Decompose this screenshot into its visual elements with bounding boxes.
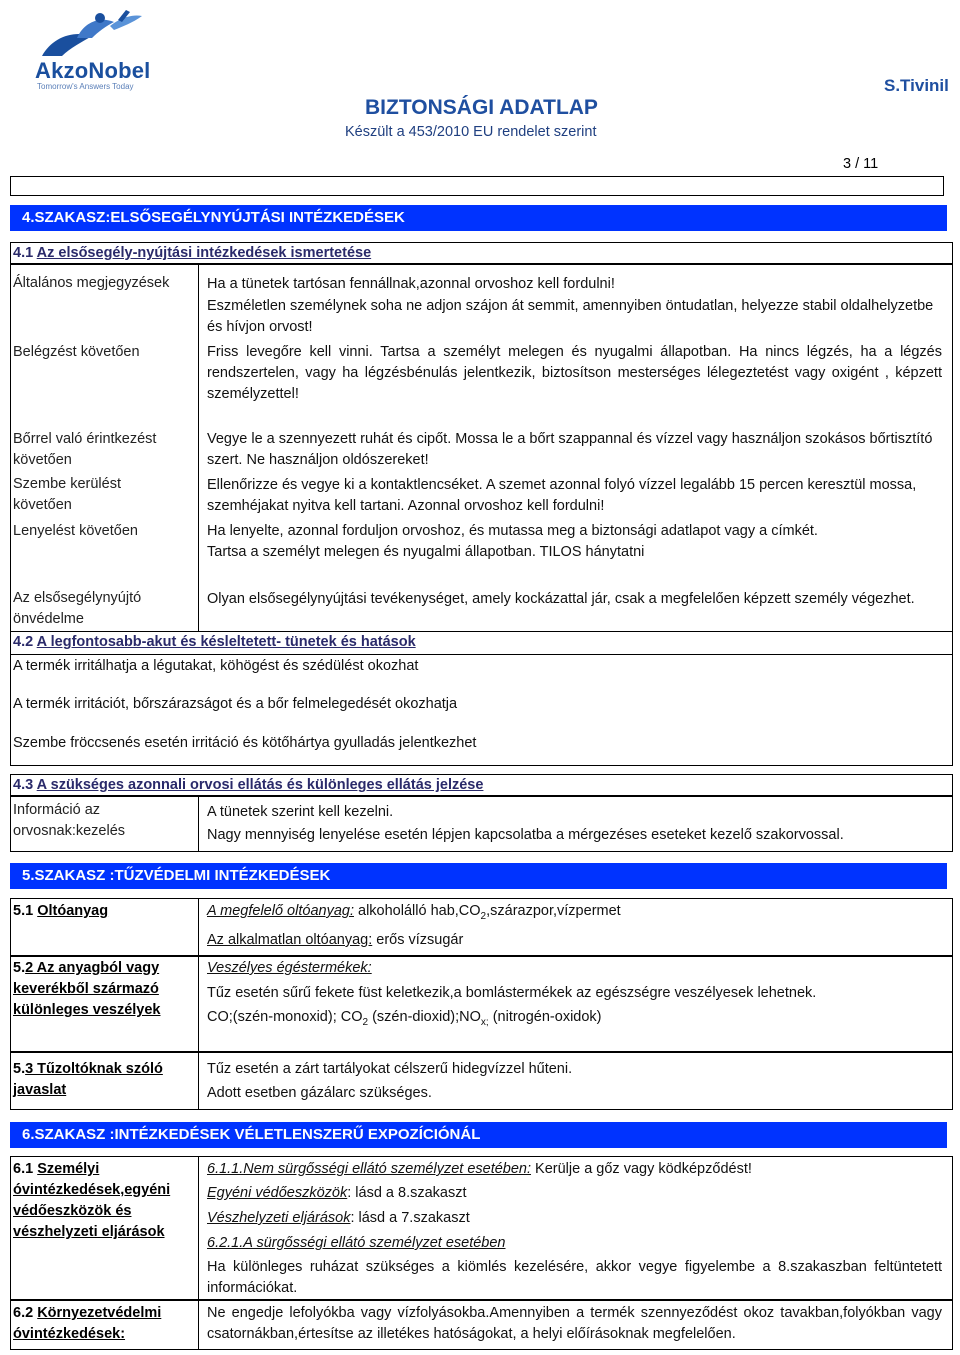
extinguishing-divider: [198, 898, 199, 956]
symptom-eye: Szembe fröccsenés esetén irritáció és kötőhártya gyulladás jelentkezhet: [13, 735, 477, 751]
subsection-5-1-number: 5.1: [13, 903, 34, 919]
symptom-skin: A termék irritációt, bőrszárazságot és a bőr felmelegedését okozhatja: [13, 696, 458, 712]
general-notes-label: Általános megjegyzések: [13, 275, 170, 291]
emergency-procedures-line: [207, 1208, 942, 1229]
subsection-5-2-number: 5.: [13, 960, 26, 976]
subsection-4-1-title: Az elsősegély-nyújtási intézkedések ismertetése: [36, 245, 372, 261]
combustion-products-label: Veszélyes égéstermékek:: [207, 960, 372, 976]
unsuitable-media-label: Az alkalmatlan oltóanyag:: [207, 932, 373, 948]
ppe-text: : lásd a 8.szakaszt: [347, 1185, 467, 1201]
ppe-line: [207, 1183, 942, 1204]
subsection-4-1-number: 4.1: [13, 245, 34, 261]
suitable-media-text-a: alkoholálló hab,CO: [358, 903, 481, 919]
subsection-6-1-title: Személyi óvintézkedések,egyéni védőeszközök és vészhelyzeti eljárások: [13, 1161, 171, 1240]
logo-text: AkzoNobel: [35, 58, 151, 83]
general-notes-text-1: Ha a tünetek tartósan fennállnak,azonnal orvoshoz kell fordulni!: [207, 276, 615, 292]
suitable-media-sub: 2: [480, 910, 487, 922]
special-hazards-divider: [198, 956, 199, 1052]
subsection-5-2-heading: [13, 958, 188, 1021]
subsection-4-3-heading: [10, 774, 953, 796]
subsection-4-2-number: 4.2: [13, 634, 34, 650]
gas-co: CO;(szén-monoxid); CO: [207, 1009, 363, 1025]
inhalation-text: Friss levegőre kell vinni. Tartsa a személyt melegen és nyugalmi állapotban. Ha nincs légzés, ha a légzés rendszertelen, vagy ha légzésbénulás jelentkezik, biztosítson mesterséges lélegeztetést vagy oxigént , képzett személyzettel!: [207, 344, 942, 402]
personal-precautions-divider: [198, 1156, 199, 1300]
firefighter-advice-2: Adott esetben gázálarc szükséges.: [207, 1085, 432, 1101]
combustion-gases-line: [207, 1007, 942, 1033]
subsection-4-2-title: A legfontosabb-akut és késleltetett- tünetek és hatások: [36, 634, 416, 650]
general-notes-text-2: Eszméletlen személynek soha ne adjon szájon át semmit, amennyiben öntudatlan, helyezze stabil oldalhelyzetbe és hívjon orvost!: [207, 298, 934, 335]
ingestion-text-1: Ha lenyelte, azonnal forduljon orvoshoz, és mutassa meg a biztonsági adatlapot vagy a címkét.: [207, 523, 818, 539]
logo-figure-icon: [22, 8, 147, 60]
suitable-media-text-b: ,szárazpor,vízpermet: [486, 903, 621, 919]
unsuitable-media-text: erős vízsugár: [376, 932, 464, 948]
subsection-6-1-number: 6.1: [13, 1161, 34, 1177]
ingestion-label: Lenyelést követően: [13, 523, 138, 539]
medical-info-label: Információ az orvosnak:kezelés: [13, 802, 126, 839]
suitable-media-label: A megfelelő oltóanyag:: [207, 903, 354, 919]
subsection-5-1-title: Oltóanyag: [37, 903, 109, 919]
subsection-5-1-heading: [13, 901, 195, 922]
subsection-4-1-heading: [10, 242, 953, 264]
symptom-respiratory: A termék irritálhatja a légutakat, köhögést és szédülést okozhat: [13, 658, 419, 674]
gas-nox: (nitrogén-oxidok): [488, 1009, 602, 1025]
ppe-label: Egyéni védőeszközök: [207, 1185, 348, 1201]
medical-info-text-1: A tünetek szerint kell kezelni.: [207, 804, 394, 820]
emergency-procedures-text: : lásd a 7.szakaszt: [350, 1210, 470, 1226]
subsection-4-3-number: 4.3: [13, 777, 34, 793]
gas-co2: (szén-dioxid);NO: [368, 1009, 481, 1025]
combustion-products-text: Tűz esetén sűrű fekete füst keletkezik,a bomlástermékek az egészségre veszélyesek lehetnek.: [207, 985, 817, 1001]
section-5-title: 5.SZAKASZ :TŰZVÉDELMI INTÉZKEDÉSEK: [10, 863, 947, 889]
akzonobel-logo: [22, 8, 151, 91]
firefighter-advice-1: Tűz esetén a zárt tartályokat célszerű hidegvízzel hűteni.: [207, 1061, 573, 1077]
subsection-6-2-heading: [13, 1303, 193, 1345]
logo-tagline: Tomorrow's Answers Today: [37, 82, 134, 91]
first-aid-divider: [198, 264, 199, 632]
emergency-staff-text: Ha különleges ruházat szükséges a kiömlés kezelésére, akkor vegye figyelembe a 8.szakaszban feltüntetett információkat.: [207, 1259, 942, 1296]
non-emergency-label: 6.1.1.Nem sürgősségi ellátó személyzet esetében:: [207, 1161, 532, 1177]
medical-info-text-2: Nagy mennyiség lenyelése esetén lépjen kapcsolatba a mérgezéses eseteket kezelő szakorvossal.: [207, 827, 844, 843]
ingestion-text-2: Tartsa a személyt melegen és nyugalmi állapotban. TILOS hánytatni: [207, 544, 645, 560]
skin-contact-label: Bőrrel való érintkezést követően: [13, 431, 157, 468]
skin-contact-text: Vegye le a szennyezett ruhát és cipőt. Mossa le a bőrt szappannal és vízzel vagy használjon szokásos bőrtisztító szert. Ne használjon oldószereket!: [207, 431, 933, 468]
firefighter-advice-divider: [198, 1052, 199, 1110]
inhalation-label: Belégzést követően: [13, 344, 140, 360]
subsection-6-2-number: 6.2: [13, 1305, 34, 1321]
subsection-4-2-heading: [10, 632, 953, 654]
eye-contact-text: Ellenőrizze és vegye ki a kontaktlencséket. A szemet azonnal folyó vízzel legalább 15 percen keresztül mossa, szemhéjakat nyitva kell tartani. Azonnal orvoshoz kell fordulni!: [207, 477, 917, 514]
subsection-5-3-title: 3 Tűzoltóknak szóló javaslat: [13, 1061, 163, 1098]
product-name: S.Tivinil: [884, 76, 949, 95]
environmental-precautions-text: Ne engedje lefolyókba vagy vízfolyásokba.Amennyiben a termék szennyeződést okoz tavakban,folyókban vagy csatornákban,értesítse az illetékes hatóságokat, a helyi előírásoknak megfelelően.: [207, 1305, 942, 1342]
subsection-5-3-heading: [13, 1059, 188, 1101]
gas-co2-sub: 2: [362, 1016, 369, 1028]
medical-info-divider: [198, 796, 199, 852]
document-subtitle: Készült a 453/2010 EU rendelet szerint: [345, 124, 597, 140]
subsection-6-1-heading: [13, 1159, 193, 1243]
gas-nox-sub: x;: [480, 1016, 489, 1028]
subsection-5-2-title: 2 Az anyagból vagy keverékből származó különleges veszélyek: [13, 960, 161, 1018]
non-emergency-line: [207, 1159, 942, 1180]
unsuitable-media-line: [207, 930, 942, 951]
suitable-media-line: [207, 901, 942, 927]
eye-contact-label: Szembe kerülést követően: [13, 476, 121, 513]
section-4-title: 4.SZAKASZ:ELSŐSEGÉLYNYÚJTÁSI INTÉZKEDÉSEK: [10, 205, 947, 231]
first-aider-protection-text: Olyan elsősegélynyújtási tevékenységet, amely kockázattal jár, csak a megfelelően képzett személy végezhet.: [207, 591, 915, 607]
emergency-staff-label: 6.2.1.A sürgősségi ellátó személyzet esetében: [207, 1235, 506, 1251]
document-title: BIZTONSÁGI ADATLAP: [365, 96, 598, 119]
subsection-6-2-title: Környezetvédelmi óvintézkedések:: [13, 1305, 162, 1342]
section-6-title: 6.SZAKASZ :INTÉZKEDÉSEK VÉLETLENSZERŰ EXPOZÍCIÓNÁL: [10, 1122, 947, 1148]
emergency-procedures-label: Vészhelyzeti eljárások: [207, 1210, 351, 1226]
subsection-4-3-title: A szükséges azonnali orvosi ellátás és különleges ellátás jelzése: [36, 777, 484, 793]
non-emergency-text: Kerülje a gőz vagy ködképződést!: [535, 1161, 752, 1177]
header-rule-box: [10, 176, 944, 196]
subsection-5-3-number: 5.: [13, 1061, 26, 1077]
first-aider-protection-label: Az elsősegélynyújtó önvédelme: [13, 590, 142, 627]
page-number: 3 / 11: [843, 156, 879, 172]
environmental-precautions-divider: [198, 1300, 199, 1350]
